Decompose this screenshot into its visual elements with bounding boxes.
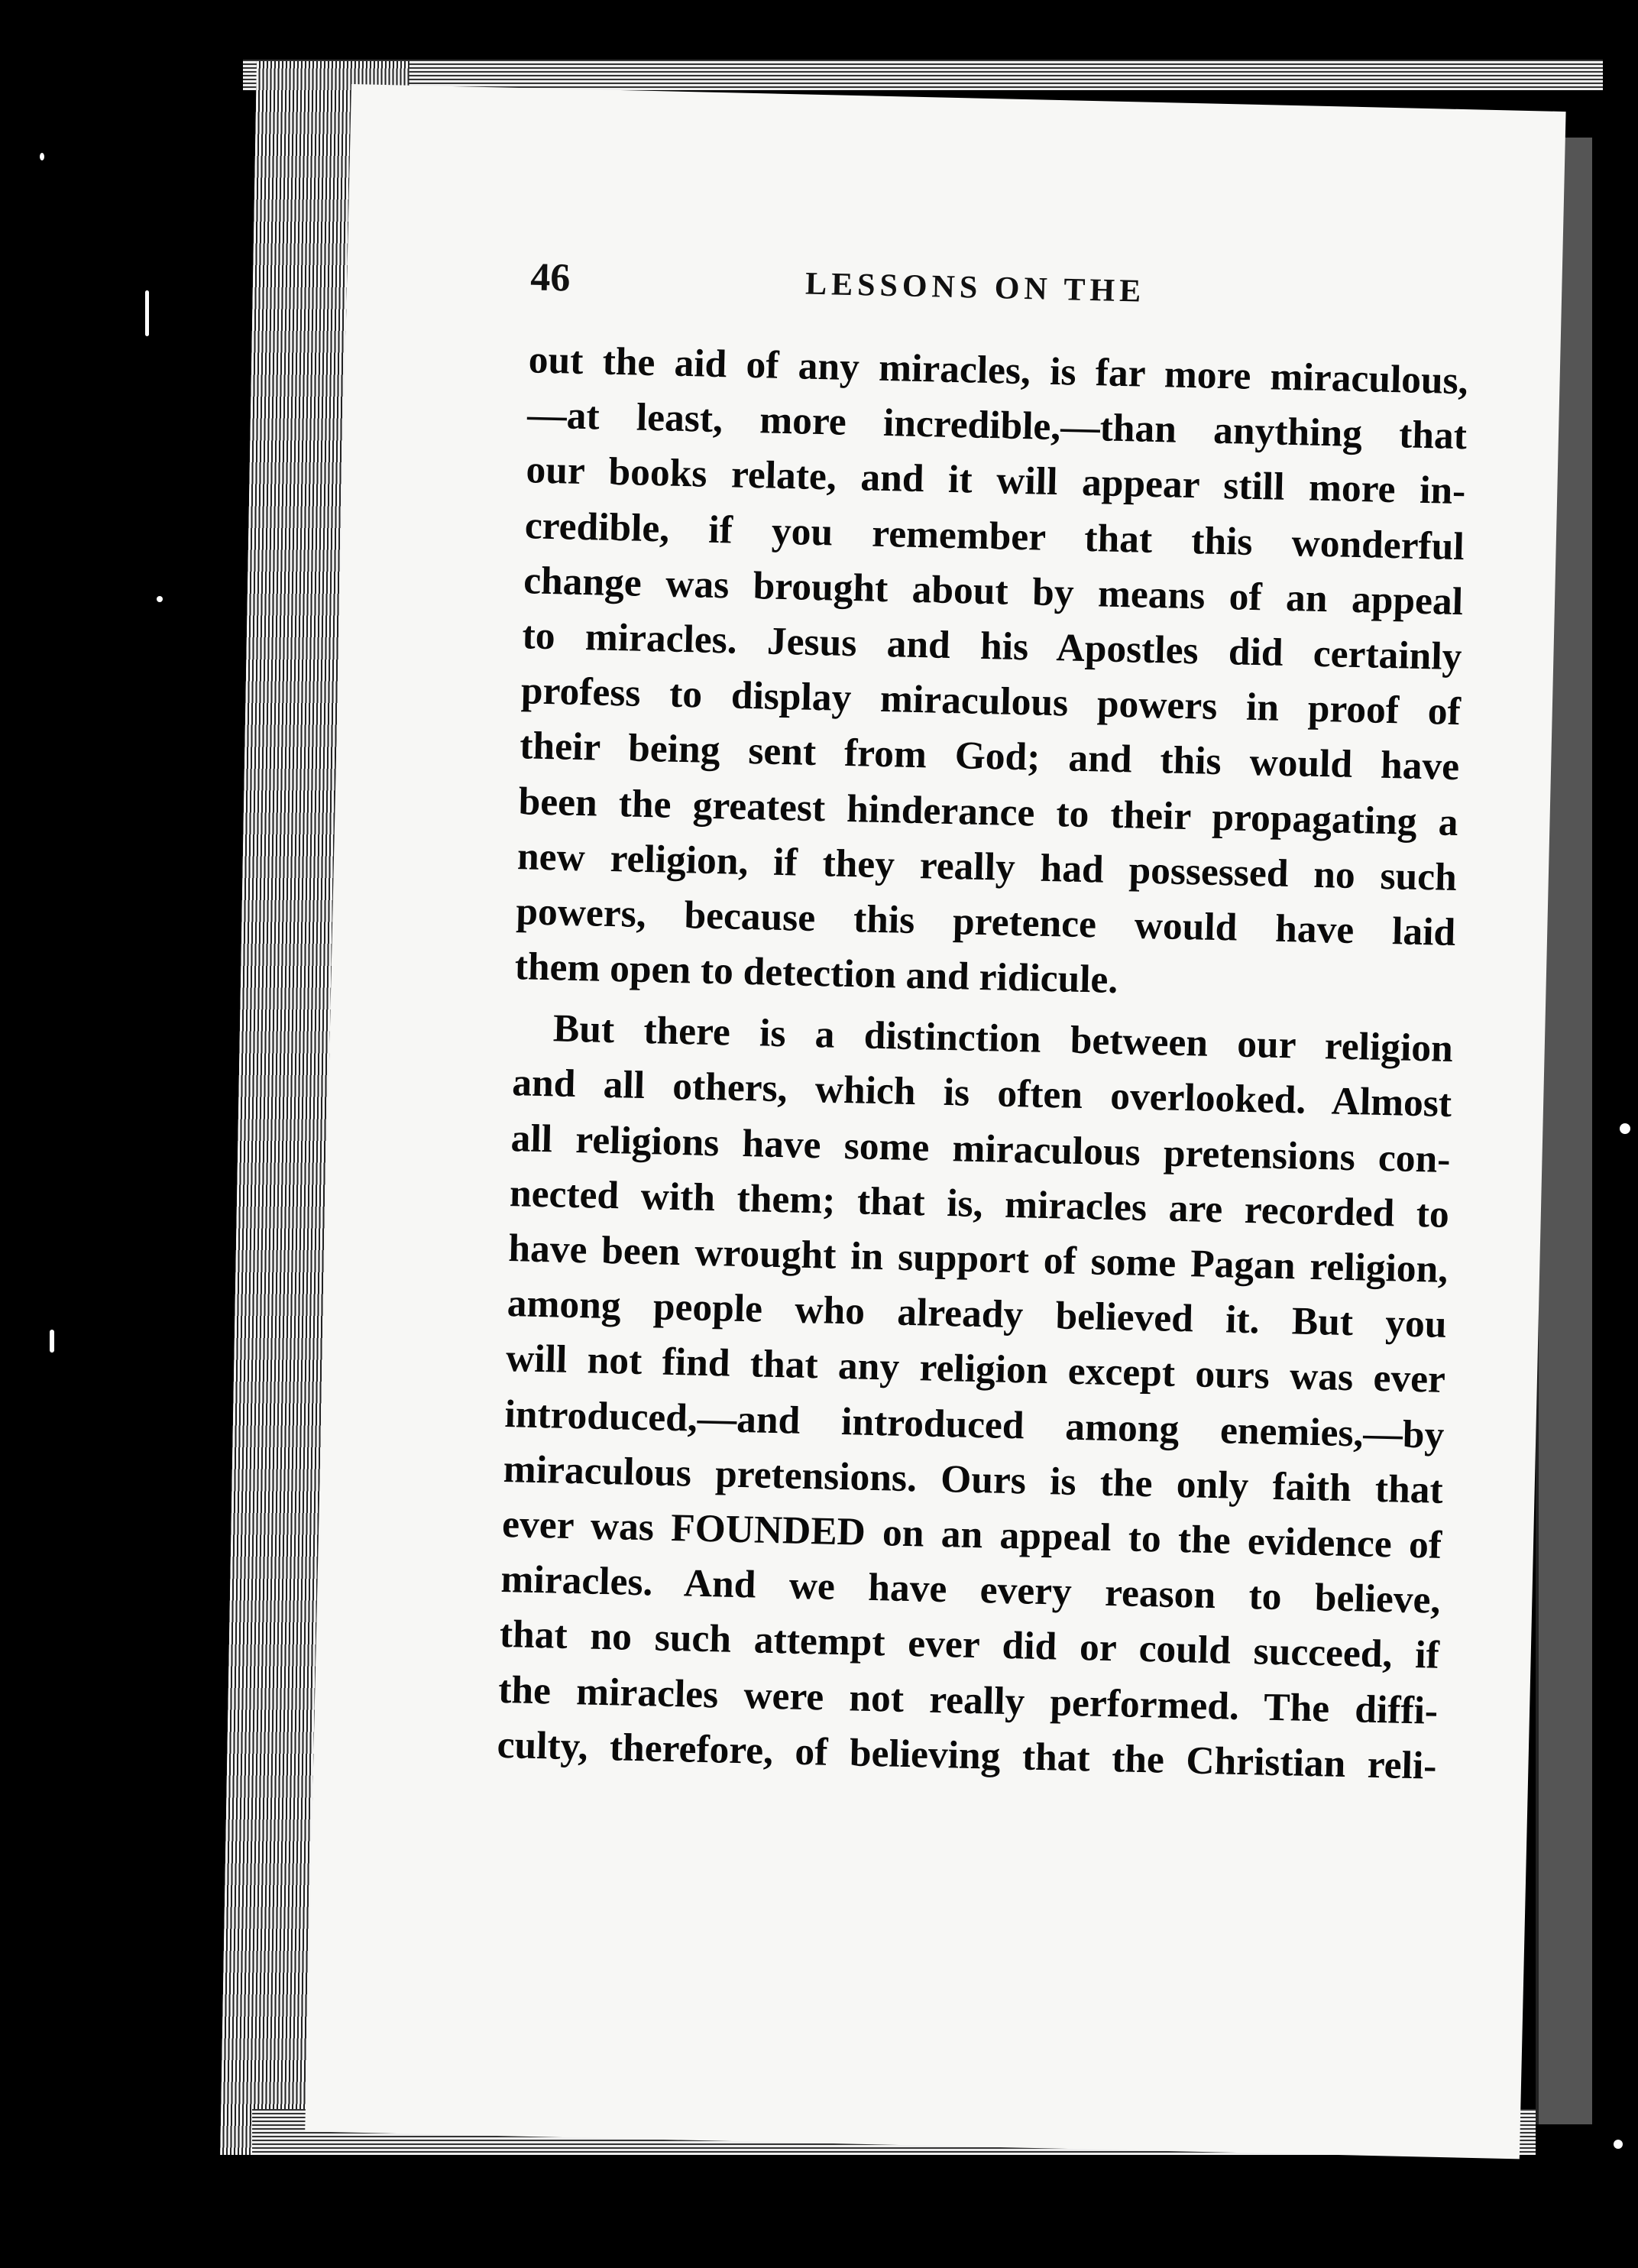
text-line: among people who already believed it. But you <box>507 1281 1448 1347</box>
text-line: the miracles were not really performed. The diffi- <box>497 1667 1439 1733</box>
text-line: —at least, more incredible,—than anything that <box>526 393 1468 458</box>
text-line: their being sent from God; and this would have <box>519 724 1460 789</box>
text-line: change was brought about by means of an appeal <box>523 559 1464 624</box>
text-line: been the greatest hinderance to their propagating a <box>518 779 1459 844</box>
text-line: ever was FOUNDED on an appeal to the evidence of <box>501 1502 1442 1567</box>
text-line: powers, because this pretence would have laid <box>515 889 1456 954</box>
text-line: out the aid of any miracles, is far more miraculous, <box>528 338 1469 403</box>
text-line: new religion, if they really had possessed no such <box>516 834 1458 899</box>
text-line: But there is a distinction between our religion <box>552 1006 1454 1071</box>
text-line: credible, if you remember that this wonderful <box>524 503 1465 569</box>
text-line: all religions have some miraculous pretensions con- <box>510 1116 1452 1181</box>
text-line: our books relate, and it will appear still more in- <box>525 448 1466 514</box>
text-line: them open to detection and ridicule. <box>514 944 1118 1003</box>
paragraph <box>497 1000 1454 1793</box>
text-line: introduced,—and introduced among enemies,—by <box>503 1392 1445 1457</box>
text-line: nected with them; that is, miracles are recorded to <box>509 1171 1450 1236</box>
running-head <box>529 254 1523 330</box>
page-number: 46 <box>529 255 571 300</box>
book-page <box>305 84 1565 2159</box>
text-line: have been wrought in support of some Pagan religion, <box>507 1226 1449 1291</box>
text-line: to miracles. Jesus and his Apostles did certainly <box>522 614 1463 679</box>
running-head-title: LESSONS ON THE <box>804 266 1146 309</box>
text-line: miraculous pretensions. Ours is the only faith that <box>503 1447 1444 1512</box>
text-line: that no such attempt ever did or could succeed, if <box>499 1612 1440 1678</box>
text-line: miracles. And we have every reason to believe, <box>500 1557 1441 1622</box>
text-line: profess to display miraculous powers in proof of <box>520 669 1462 734</box>
paragraph <box>514 332 1468 1016</box>
text-line: culty, therefore, of believing that the Christian reli- <box>497 1722 1438 1788</box>
body-text <box>497 332 1468 1793</box>
text-line: will not find that any religion except ours was ever <box>505 1336 1446 1402</box>
text-line: and all others, which is often overlooked. Almost <box>511 1061 1452 1126</box>
